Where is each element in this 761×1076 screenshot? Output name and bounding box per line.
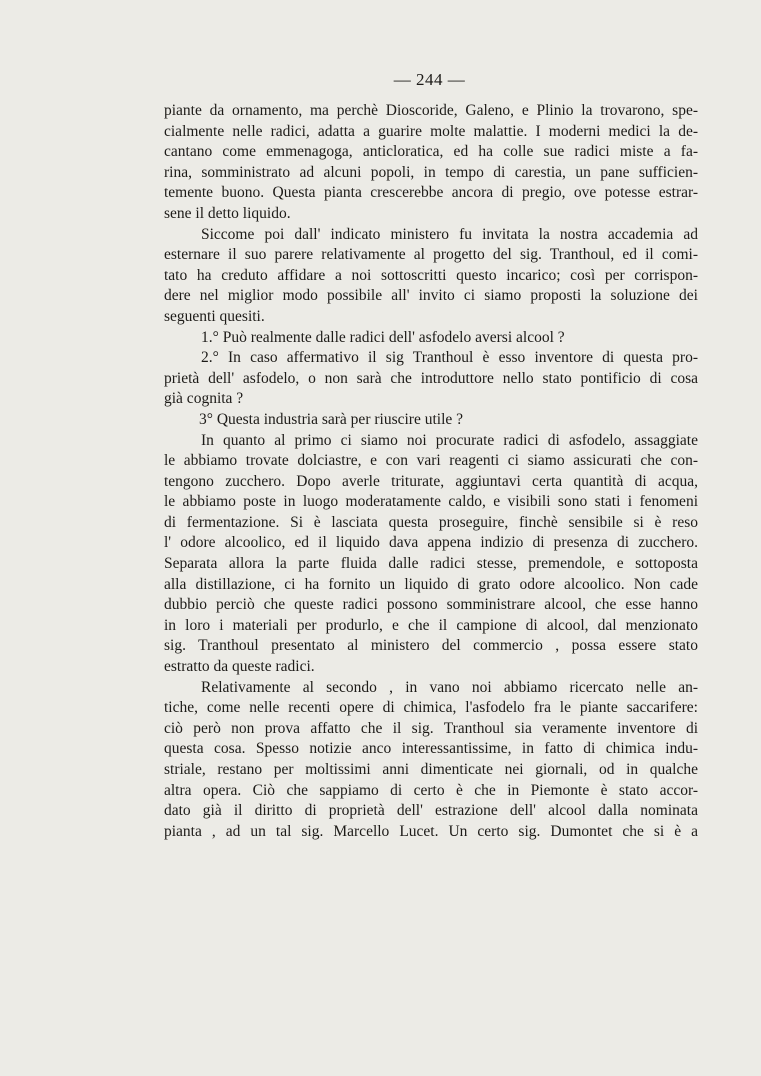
text-line: cialmente nelle radici, adatta a guarire molte malattie. I moderni medici la de- <box>164 122 698 140</box>
text-line: striale, restano per moltissimi anni dimenticate nei giornali, od in qualche <box>164 761 698 778</box>
body-text <box>164 101 698 842</box>
text-line: pianta , ad un tal sig. Marcello Lucet. Un certo sig. Dumontet che si è a <box>164 822 698 840</box>
text-line: Separata allora la parte fluida dalle radici stesse, premendole, e sottoposta <box>164 555 698 573</box>
text-line: seguenti quesiti. <box>164 307 265 325</box>
question-1: 1.° Può realmente dalle radici dell' asfodelo aversi alcool ? <box>201 328 565 346</box>
text-line: l' odore alcoolico, ed il liquido dava appena indizio di presenza di zucchero. <box>164 534 698 552</box>
text-line: piante da ornamento, ma perchè Dioscoride, Galeno, e Plinio la trovarono, spe- <box>164 102 698 119</box>
text-line: di fermentazione. Si è lasciata questa proseguire, finchè sensibile si è reso <box>164 513 698 531</box>
text-line: le abbiamo trovate dolciastre, e con vari reagenti ci siamo assicurati che con- <box>164 452 698 470</box>
text-line: Siccome poi dall' indicato ministero fu invitata la nostra accademia ad <box>201 225 698 243</box>
text-line: cantano come emmenagoga, anticloratica, ed ha colle sue radici miste a fa- <box>164 143 698 161</box>
text-line: tengono zucchero. Dopo averle triturate, aggiuntavi certa quantità di acqua, <box>164 472 698 490</box>
page-number: — 244 — <box>393 70 466 89</box>
text-line: temente buono. Questa pianta crescerebbe ancora di pregio, ove potesse estrar- <box>164 184 698 202</box>
question-3: 3° Questa industria sarà per riuscire utile ? <box>199 410 464 428</box>
text-line: sig. Tranthoul presentato al ministero del commercio , possa essere stato <box>164 637 698 655</box>
text-line: in loro i materiali per produrlo, e che il campione di alcool, dal menzionato <box>164 616 698 634</box>
text-line: Relativamente al secondo , in vano noi abbiamo ricercato nelle an- <box>201 678 698 696</box>
text-line: dato già il diritto di proprietà dell' estrazione dell' alcool dalla nominata <box>164 802 698 820</box>
text-line: altra opera. Ciò che sappiamo di certo è che in Piemonte è stato accor- <box>164 781 698 799</box>
text-line: ciò però non prova affatto che il sig. Tranthoul sia veramente inventore di <box>164 719 698 737</box>
text-line: alla distillazione, ci ha fornito un liquido di grato odore alcoolico. Non cade <box>164 575 698 593</box>
question-2: 2.° In caso affermativo il sig Tranthoul è esso inventore di questa pro- <box>201 349 698 367</box>
text-line: sene il detto liquido. <box>164 204 291 222</box>
text-line: le abbiamo poste in luogo moderatamente caldo, e visibili sono stati i fenomeni <box>164 493 698 511</box>
text-line: esternare il suo parere relativamente al progetto del sig. Tranthoul, ed il comi- <box>164 246 698 264</box>
text-line: estratto da queste radici. <box>164 658 315 676</box>
text-line: questa cosa. Spesso notizie anco interessantissime, in fatto di chimica indu- <box>164 740 698 758</box>
text-line: dere nel miglior modo possibile all' invito ci siamo proposti la soluzione dei <box>164 287 698 305</box>
text-line: rina, somministrato ad alcuni popoli, in tempo di carestia, un pane sufficien- <box>164 163 698 181</box>
text-line: tato ha creduto affidare a noi sottoscritti questo incarico; così per corrispon- <box>164 266 698 284</box>
text-line: già cognita ? <box>164 390 244 408</box>
text-line: tiche, come nelle recenti opere di chimica, l'asfodelo fra le piante saccarifere: <box>164 699 698 717</box>
text-line: In quanto al primo ci siamo noi procurate radici di asfodelo, assaggiate <box>201 431 698 449</box>
text-line: prietà dell' asfodelo, o non sarà che introduttore nello stato pontificio di cosa <box>164 369 698 387</box>
text-line: dubbio perciò che queste radici possono somministrare alcool, che esse hanno <box>164 596 698 614</box>
